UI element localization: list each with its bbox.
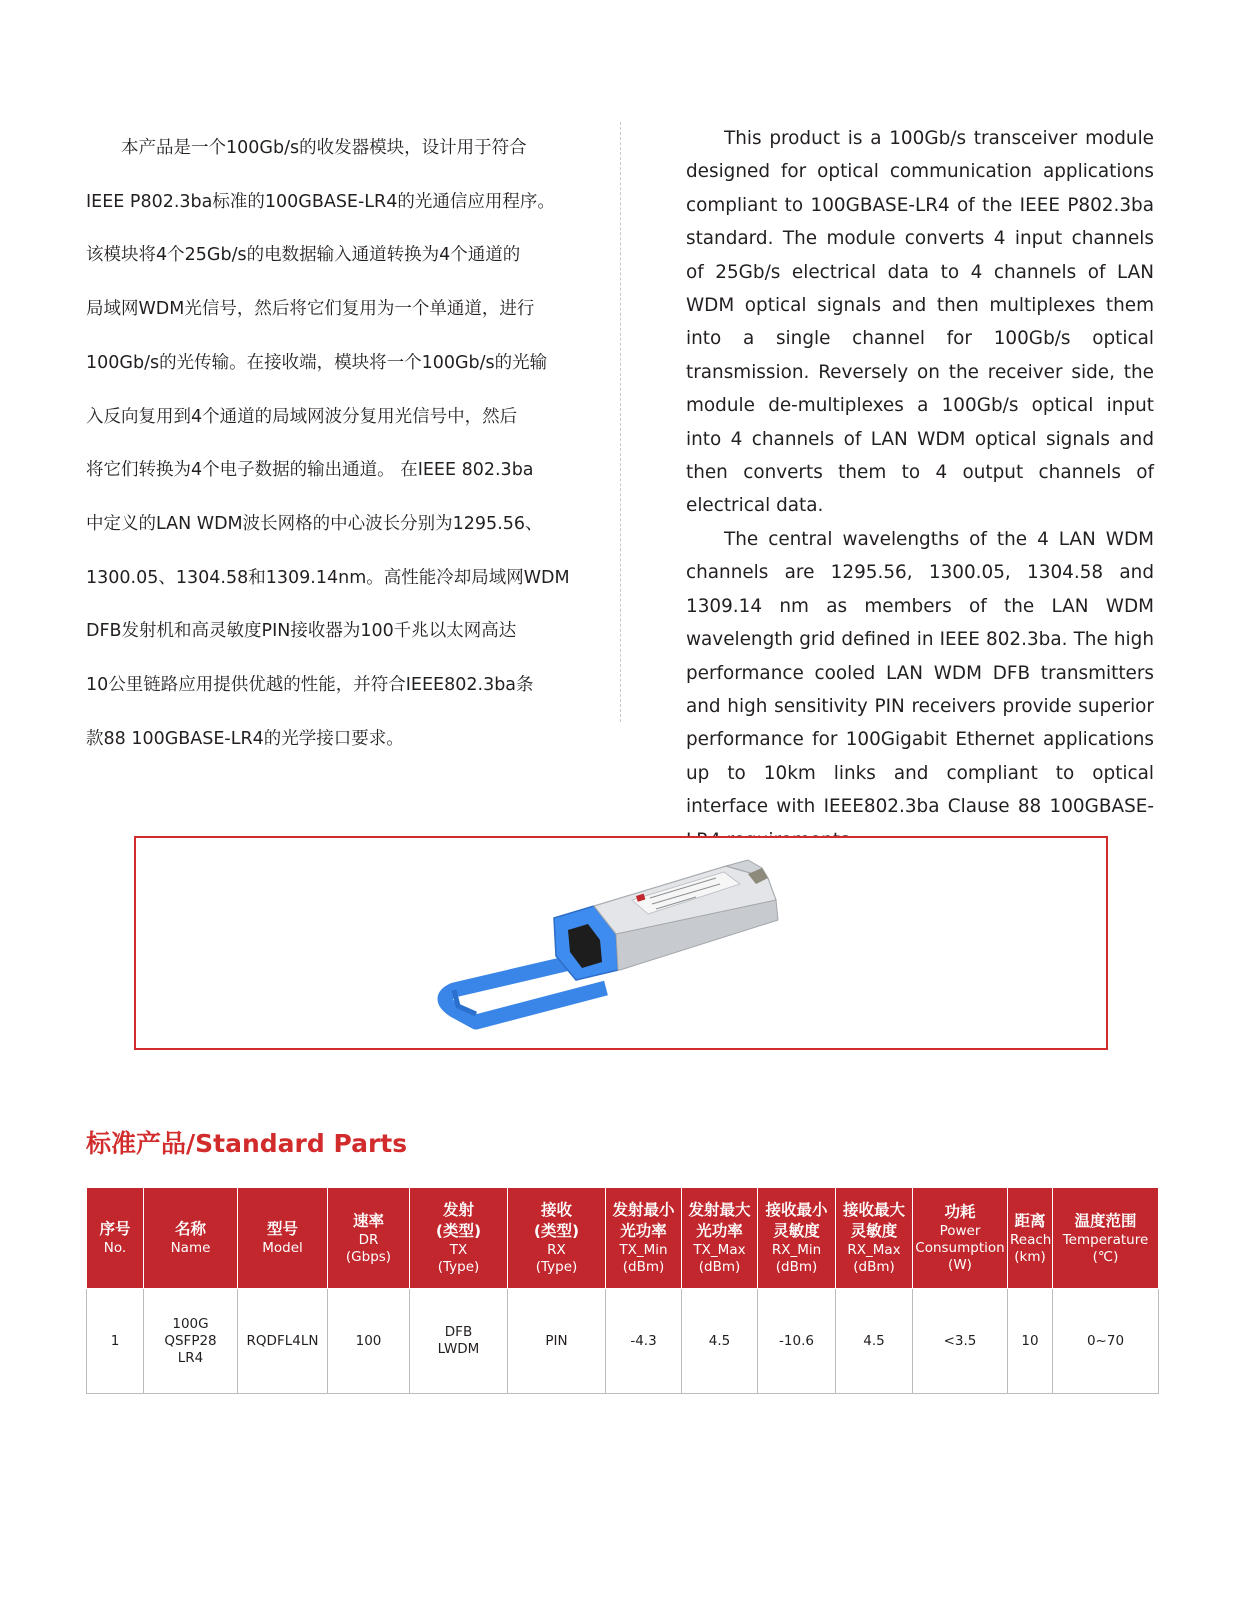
header-label-en: (dBm) bbox=[775, 1259, 818, 1275]
table-header-cell bbox=[682, 1188, 758, 1289]
english-description bbox=[686, 122, 1154, 857]
header-label-en: Name bbox=[170, 1240, 211, 1256]
table-cell-line: 4.5 bbox=[863, 1332, 885, 1349]
table-cell-line: <3.5 bbox=[943, 1332, 977, 1349]
table-cell bbox=[836, 1289, 913, 1394]
chinese-line: IEEE P802.3ba标准的100GBASE-LR4的光通信应用程序。 bbox=[86, 191, 555, 212]
header-label-cn: 型号 bbox=[266, 1220, 298, 1238]
table-cell-line: -10.6 bbox=[779, 1332, 814, 1349]
table-header-cell bbox=[410, 1188, 508, 1289]
table-cell-line: PIN bbox=[545, 1332, 568, 1349]
header-label-en: (dBm) bbox=[622, 1259, 665, 1275]
table-cell bbox=[758, 1289, 836, 1394]
header-label-en: (km) bbox=[1014, 1248, 1046, 1265]
table-header-cell bbox=[836, 1188, 913, 1289]
english-paragraph-1: This product is a 100Gb/s transceiver module designed for optical communication applications compliant to 100GBASE-LR4 of the IEEE P802.3ba standard. The module converts 4 input channels of 25Gb/s electrical data to 4 channels of LAN WDM optical signals and then multiplexes them into a single channel for 100Gb/s optical transmission. Reversely on the receiver side, the module de-multiplexes a 100Gb/s optical input into 4 channels of LAN WDM optical signals and then converts them to 4 output channels of electrical data. bbox=[686, 128, 1154, 517]
table-cell-line: RQDFL4LN bbox=[246, 1332, 319, 1349]
table-cell bbox=[328, 1289, 410, 1394]
table-cell bbox=[87, 1289, 144, 1394]
standard-parts-table bbox=[86, 1187, 1159, 1394]
chinese-line: 1300.05、1304.58和1309.14nm。高性能冷却局域网WDM bbox=[86, 567, 570, 588]
header-label-en: RX bbox=[547, 1242, 566, 1258]
table-cell bbox=[410, 1289, 508, 1394]
table-row bbox=[87, 1289, 1159, 1394]
table-header-row bbox=[87, 1188, 1159, 1289]
header-label-en: DR bbox=[358, 1231, 379, 1248]
header-label-en: (W) bbox=[948, 1257, 972, 1273]
table-cell bbox=[913, 1289, 1008, 1394]
table-header-cell bbox=[328, 1188, 410, 1289]
chinese-line: 局域网WDM光信号，然后将它们复用为一个单通道，进行 bbox=[86, 299, 535, 320]
header-label-cn: 距离 bbox=[1014, 1211, 1046, 1230]
header-label-en: Consumption bbox=[915, 1240, 1005, 1256]
header-label-en: No. bbox=[103, 1240, 127, 1256]
table-header-cell bbox=[144, 1188, 238, 1289]
header-label-cn: 发射最小 bbox=[612, 1201, 675, 1219]
header-label-cn: 功耗 bbox=[944, 1203, 976, 1221]
table-header-cell bbox=[508, 1188, 606, 1289]
header-label-cn: 灵敏度 bbox=[773, 1222, 820, 1240]
table-cell-line: 100G bbox=[172, 1315, 209, 1332]
header-label-cn: 序号 bbox=[99, 1220, 131, 1238]
column-divider bbox=[620, 122, 621, 722]
table-header-cell bbox=[1008, 1188, 1053, 1289]
chinese-line: 该模块将4个25Gb/s的电数据输入通道转换为4个通道的 bbox=[86, 245, 521, 266]
header-label-cn: 光功率 bbox=[696, 1222, 743, 1240]
table-cell-line: 100 bbox=[355, 1332, 382, 1349]
header-label-cn: 温度范围 bbox=[1074, 1211, 1137, 1230]
header-label-cn: 速率 bbox=[352, 1211, 384, 1230]
table-header-cell bbox=[913, 1188, 1008, 1289]
header-label-en: Reach bbox=[1010, 1231, 1052, 1248]
table-cell bbox=[238, 1289, 328, 1394]
table-header-cell bbox=[1053, 1188, 1159, 1289]
table-header-cell bbox=[238, 1188, 328, 1289]
table-cell-line: -4.3 bbox=[630, 1332, 657, 1349]
header-label-cn: (类型) bbox=[435, 1222, 482, 1240]
table-cell-line: 1 bbox=[110, 1332, 120, 1349]
header-label-en: (Type) bbox=[535, 1259, 578, 1275]
chinese-line: 将它们转换为4个电子数据的输出通道。 在IEEE 802.3ba bbox=[86, 460, 534, 481]
header-label-cn: 接收 bbox=[540, 1201, 572, 1219]
header-label-en: (Gbps) bbox=[345, 1248, 392, 1265]
english-paragraph-2: The central wavelengths of the 4 LAN WDM channels are 1295.56, 1300.05, 1304.58 and 1309.14 nm as members of the LAN WDM wavelength grid defined in IEEE 802.3ba. The high performance cooled LAN WDM DFB transmitters and high sensitivity PIN receivers provide superior performance for 100Gigabit Ethernet applications up to 10km links and compliant to optical interface with IEEE802.3ba Clause 88 100GBASE- bbox=[686, 528, 1154, 818]
section-title: 标准产品/Standard Parts bbox=[86, 1129, 408, 1158]
header-label-cn: (类型) bbox=[533, 1222, 580, 1240]
header-label-en: (Type) bbox=[437, 1259, 480, 1275]
chinese-line: 款88 100GBASE-LR4的光学接口要求。 bbox=[86, 728, 404, 749]
header-label-cn: 发射 bbox=[442, 1201, 474, 1219]
table-cell bbox=[1053, 1289, 1159, 1394]
header-label-cn: 名称 bbox=[174, 1220, 206, 1238]
table-body bbox=[87, 1289, 1159, 1394]
header-label-en: RX_Max bbox=[847, 1242, 901, 1258]
chinese-description bbox=[86, 122, 570, 766]
header-label-en: Model bbox=[262, 1240, 303, 1256]
table-cell bbox=[144, 1289, 238, 1394]
table-cell bbox=[682, 1289, 758, 1394]
header-label-cn: 灵敏度 bbox=[850, 1222, 898, 1240]
header-label-en: (℃) bbox=[1092, 1248, 1119, 1265]
header-label-en: RX_Min bbox=[771, 1242, 822, 1258]
chinese-line: 入反向复用到4个通道的局域网波分复用光信号中，然后 bbox=[86, 406, 518, 427]
table-cell-line: 0~70 bbox=[1086, 1332, 1125, 1349]
header-label-en: Power bbox=[939, 1223, 981, 1239]
header-label-en: Temperature bbox=[1062, 1231, 1149, 1248]
qsfp28-module-image bbox=[136, 838, 1106, 1048]
chinese-line: 10公里链路应用提供优越的性能，并符合IEEE802.3ba条 bbox=[86, 675, 534, 696]
header-label-cn: 光功率 bbox=[620, 1222, 667, 1240]
table-header-cell bbox=[606, 1188, 682, 1289]
chinese-line: 本产品是一个100Gb/s的收发器模块，设计用于符合 bbox=[86, 138, 527, 158]
table-cell-line: 10 bbox=[1021, 1332, 1039, 1349]
chinese-line: 100Gb/s的光传输。在接收端，模块将一个100Gb/s的光输 bbox=[86, 352, 548, 373]
header-label-en: TX bbox=[449, 1242, 468, 1258]
header-label-cn: 发射最大 bbox=[688, 1201, 751, 1219]
header-label-en: TX_Min bbox=[619, 1242, 668, 1258]
chinese-line: DFB发射机和高灵敏度PIN接收器为100千兆以太网高达 bbox=[86, 621, 517, 642]
table-header-cell bbox=[758, 1188, 836, 1289]
header-label-en: (dBm) bbox=[698, 1259, 741, 1275]
header-label-en: (dBm) bbox=[853, 1259, 895, 1275]
header-label-cn: 接收最小 bbox=[765, 1201, 828, 1219]
table-cell-line: 4.5 bbox=[708, 1332, 731, 1349]
table-cell-line: LR4 bbox=[177, 1349, 204, 1366]
product-image-frame bbox=[134, 836, 1108, 1050]
table-cell bbox=[606, 1289, 682, 1394]
table-cell-line: QSFP28 bbox=[164, 1332, 217, 1349]
chinese-line: 中定义的LAN WDM波长网格的中心波长分别为1295.56、 bbox=[86, 513, 543, 534]
table-cell bbox=[508, 1289, 606, 1394]
table-header-cell bbox=[87, 1188, 144, 1289]
header-label-cn: 接收最大 bbox=[842, 1201, 905, 1219]
table-cell bbox=[1008, 1289, 1053, 1394]
header-label-en: TX_Max bbox=[693, 1242, 746, 1258]
table-cell-line: LWDM bbox=[437, 1341, 480, 1357]
table-cell-line: DFB bbox=[444, 1324, 473, 1340]
